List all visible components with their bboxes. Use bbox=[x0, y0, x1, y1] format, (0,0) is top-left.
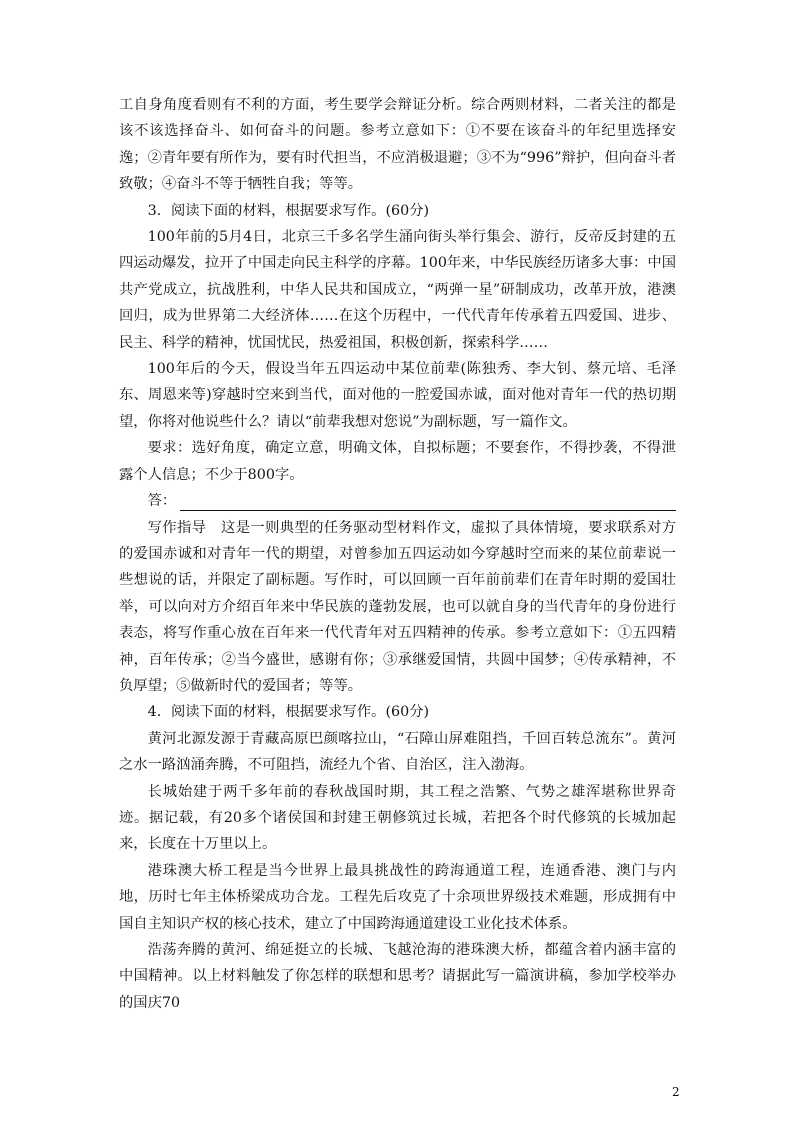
answer-blank bbox=[180, 492, 676, 511]
document-body bbox=[119, 92, 676, 1016]
question-4-prompt: 浩荡奔腾的黄河、绵延挺立的长城、飞越沧海的港珠澳大桥，都蕴含着内涵丰富的中国精神。以上材料触发了你怎样的联想和思考？请据此写一篇演讲稿，参加学校举办的国庆70 bbox=[119, 942, 676, 1011]
writing-guidance: 写作指导 这是一则典型的任务驱动型材料作文，虚拟了具体情境，要求联系对方的爱国赤诚和对青年一代的期望，对曾参加五四运动如今穿越时空而来的某位前辈说一些想说的话，并限定了副标题。写作时，可以回顾一百年前前辈们在青年时期的爱国壮举，可以向对方介绍百年来中华民族的蓬勃发展，也可以就自身的当代青年的身份进行表态，将写作重心放在百年来一代代青年对五四精神的传承。参考立意如下：①五四精神，百年传承；②当今盛世，感谢有你；③承继爱国情，共圆中国梦；④传承精神，不负厚望；⑤做新时代的爱国者；等等。 bbox=[119, 519, 676, 694]
answer-label: 答： bbox=[147, 493, 177, 510]
question-4-material-bridge: 港珠澳大桥工程是当今世界上最具挑战性的跨海通道工程，连通香港、澳门与内地，历时七年主体桥梁成功合龙。工程先后攻克了十余项世界级技术难题，形成拥有中国自主知识产权的核心技术，建立了中国跨海通道建设工业化技术体系。 bbox=[119, 862, 676, 932]
answer-line bbox=[119, 488, 676, 514]
paragraph-continuation: 工自身角度看则有不利的方面，考生要学会辩证分析。综合两则材料，二者关注的都是该不该选择奋斗、如何奋斗的问题。参考立意如下：①不要在该奋斗的年纪里选择安逸；②青年要有所作为，要有时代担当，不应消极退避；③不为“996”辩护，但向奋斗者致敬；④奋斗不等于牺牲自我；等等。 bbox=[119, 97, 676, 193]
page-number: 2 bbox=[672, 1085, 680, 1099]
question-3-requirements: 要求：选好角度，确定立意，明确文体，自拟标题；不要套作，不得抄袭，不得泄露个人信息；不少于800字。 bbox=[119, 440, 676, 483]
question-4-heading: 4．阅读下面的材料，根据要求写作。(60分) bbox=[147, 704, 430, 721]
question-3-material-1: 100年前的5月4日，北京三千多名学生涌向街头举行集会、游行，反帝反封建的五四运动爆发，拉开了中国走向民主科学的序幕。100年来，中华民族经历诸多大事：中国共产党成立，抗战胜利，中华人民共和国成立，“两弹一星”研制成功，改革开放，港澳回归，成为世界第二大经济体……在这个历程中，一代代青年传承着五四爱国、进步、民主、科学的精神，忧国忧民，热爱祖国，积极创新，探索科学…… bbox=[119, 229, 676, 351]
question-4-material-yellow-river: 黄河北源发源于青藏高原巴颜喀拉山，“石障山屏难阻挡，千回百转总流东”。黄河之水一路汹涌奔腾，不可阻挡，流经九个省、自治区，注入渤海。 bbox=[119, 730, 676, 774]
question-3-heading: 3．阅读下面的材料，根据要求写作。(60分) bbox=[147, 202, 430, 219]
question-4-material-great-wall: 长城始建于两千多年前的春秋战国时期，其工程之浩繁、气势之雄浑堪称世界奇迹。据记载，有20多个诸侯国和封建王朝修筑过长城，若把各个时代修筑的长城加起来，长度在十万里以上。 bbox=[119, 783, 676, 853]
question-3-material-2: 100年后的今天，假设当年五四运动中某位前辈(陈独秀、李大钊、蔡元培、毛泽东、周恩来等)穿越时空来到当代，面对他的一腔爱国赤诚，面对他对青年一代的热切期望，你将对他说些什么？请以“前辈我想对您说”为副标题，写一篇作文。 bbox=[119, 361, 676, 430]
